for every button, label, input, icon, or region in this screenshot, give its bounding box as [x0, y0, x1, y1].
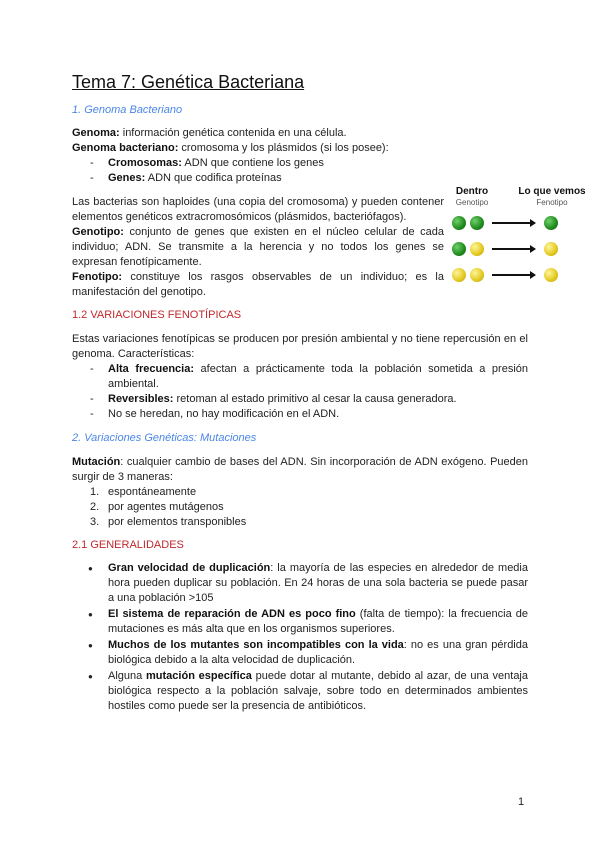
page-number: 1	[518, 796, 525, 808]
arrow-icon	[492, 274, 532, 276]
list-item	[72, 156, 528, 171]
figure-left-title: Dentro	[455, 186, 489, 197]
generalidades-section	[72, 561, 528, 714]
heading-mutaciones: 2. Variaciones Genéticas: Mutaciones	[72, 432, 257, 444]
list-item	[72, 561, 528, 606]
definition: ADN que codifica proteínas	[145, 172, 282, 184]
genotype-allele-yellow	[470, 242, 484, 256]
heading-genoma-bacteriano: 1. Genoma Bacteriano	[72, 104, 183, 116]
figure-left-subtitle: Genotipo	[455, 198, 489, 207]
list-item	[72, 407, 528, 422]
list-number: 3.	[90, 516, 100, 528]
list-text: por elementos transponibles	[108, 516, 247, 528]
definition: : cualquier cambio de bases del ADN. Sin incorporación de ADN exógeno. Pueden surgir de 3 maneras:	[72, 456, 528, 483]
list-number: 1.	[90, 486, 100, 498]
phenotype-yellow	[544, 242, 558, 256]
list-item	[72, 638, 528, 668]
genoma-list	[72, 156, 528, 186]
list-item	[72, 362, 528, 392]
list-number: 2.	[90, 501, 100, 513]
genotype-allele-yellow	[470, 268, 484, 282]
genotipo-definition	[72, 225, 444, 270]
genotype-allele-yellow	[452, 268, 466, 282]
list-item	[72, 485, 528, 500]
genoma-definition	[72, 126, 528, 141]
definition: retoman al estado primitivo al cesar la causa generadora.	[173, 393, 457, 405]
phenotype-green	[544, 216, 558, 230]
list-item	[72, 607, 528, 637]
definition: No se heredan, no hay modificación en el ADN.	[108, 408, 340, 420]
term: Mutación	[72, 456, 121, 468]
list-item	[72, 392, 528, 407]
term: Gran velocidad de duplicación	[108, 562, 271, 574]
term: Cromosomas:	[108, 157, 182, 169]
list-item	[72, 500, 528, 515]
heading-variaciones-fenotipicas: 1.2 VARIACIONES FENOTÍPICAS	[72, 309, 242, 321]
term: mutación específica	[146, 670, 252, 682]
list-item	[72, 669, 528, 714]
genotype-paragraphs	[72, 195, 444, 300]
genoma-definitions	[72, 126, 528, 186]
term: Fenotipo:	[72, 271, 123, 283]
genoma-bacteriano-definition	[72, 141, 528, 156]
list-item	[72, 171, 528, 186]
ways-list	[72, 485, 528, 530]
prefix: Alguna	[108, 670, 147, 682]
haploid-paragraph: Las bacterias son haploides (una copia del cromosoma) y pueden contener elementos genéticos extracromosómicos (plásmidos, bacteriófagos).	[72, 196, 444, 223]
arrow-icon	[492, 222, 532, 224]
definition: : no es una gran pérdida biológica debido a la alta velocidad de duplicación.	[108, 639, 528, 666]
definition: constituye los rasgos observables de un individuo; es la manifestación del genotipo.	[72, 271, 444, 298]
genotype-allele-green	[452, 216, 466, 230]
genotype-allele-green	[470, 216, 484, 230]
intro-paragraph: Estas variaciones fenotípicas se producen por presión ambiental y no tiene repercusión en el genoma. Características:	[72, 333, 528, 360]
heading-generalidades: 2.1 GENERALIDADES	[72, 539, 184, 551]
definition: puede dotar al mutante, debido al azar, de una ventaja biológica respecto a la población salvaje, sobre todo en determinados ambientes hostiles como puede ser la presencia de antibióticos.	[108, 670, 528, 712]
term: Alta frecuencia:	[108, 363, 195, 375]
term: Muchos de los mutantes son incompatibles con la vida	[108, 639, 404, 651]
characteristics-list	[72, 362, 528, 422]
definition: información genética contenida en una célula.	[119, 127, 347, 139]
page-title: Tema 7: Genética Bacteriana	[72, 72, 305, 92]
definition: conjunto de genes que existen en el núcleo celular de cada individuo; ADN. Se transmite a la herencia y no todos los genes se expresan fenotípicamente.	[72, 226, 444, 268]
list-text: por agentes mutágenos	[108, 501, 224, 513]
figure-right-title: Lo que vemos	[518, 186, 586, 197]
definition: afectan a prácticamente toda la población sometida a presión ambiental.	[108, 363, 528, 390]
term: Genoma:	[72, 127, 120, 139]
fenotipo-definition	[72, 270, 444, 300]
mutaciones-section	[72, 455, 528, 530]
term: Genotipo:	[72, 226, 124, 238]
definition: (falta de tiempo): la frecuencia de mutaciones es más alta que en los organismos superiores.	[108, 608, 529, 635]
term: Reversibles:	[108, 393, 174, 405]
definition: ADN que contiene los genes	[181, 157, 324, 169]
term: Genes:	[108, 172, 146, 184]
generalidades-list	[72, 561, 528, 714]
genotype-allele-green	[452, 242, 466, 256]
mutacion-definition	[72, 455, 528, 485]
definition: cromosoma y los plásmidos (si los posee):	[178, 142, 389, 154]
definition: : la mayoría de las especies en alrededor de media hora pueden duplicar su población. En 24 horas de una sola bacteria se puede pasar a una población >105	[108, 562, 528, 604]
term: El sistema de reparación de ADN es poco fino	[108, 608, 356, 620]
list-text: espontáneamente	[108, 486, 197, 498]
genotype-phenotype-figure	[452, 186, 586, 291]
arrow-icon	[492, 248, 532, 250]
phenotype-yellow	[544, 268, 558, 282]
term: Genoma bacteriano:	[72, 142, 179, 154]
list-item	[72, 515, 528, 530]
figure-right-subtitle: Fenotipo	[536, 198, 568, 207]
variaciones-fenotipicas-section	[72, 332, 528, 422]
